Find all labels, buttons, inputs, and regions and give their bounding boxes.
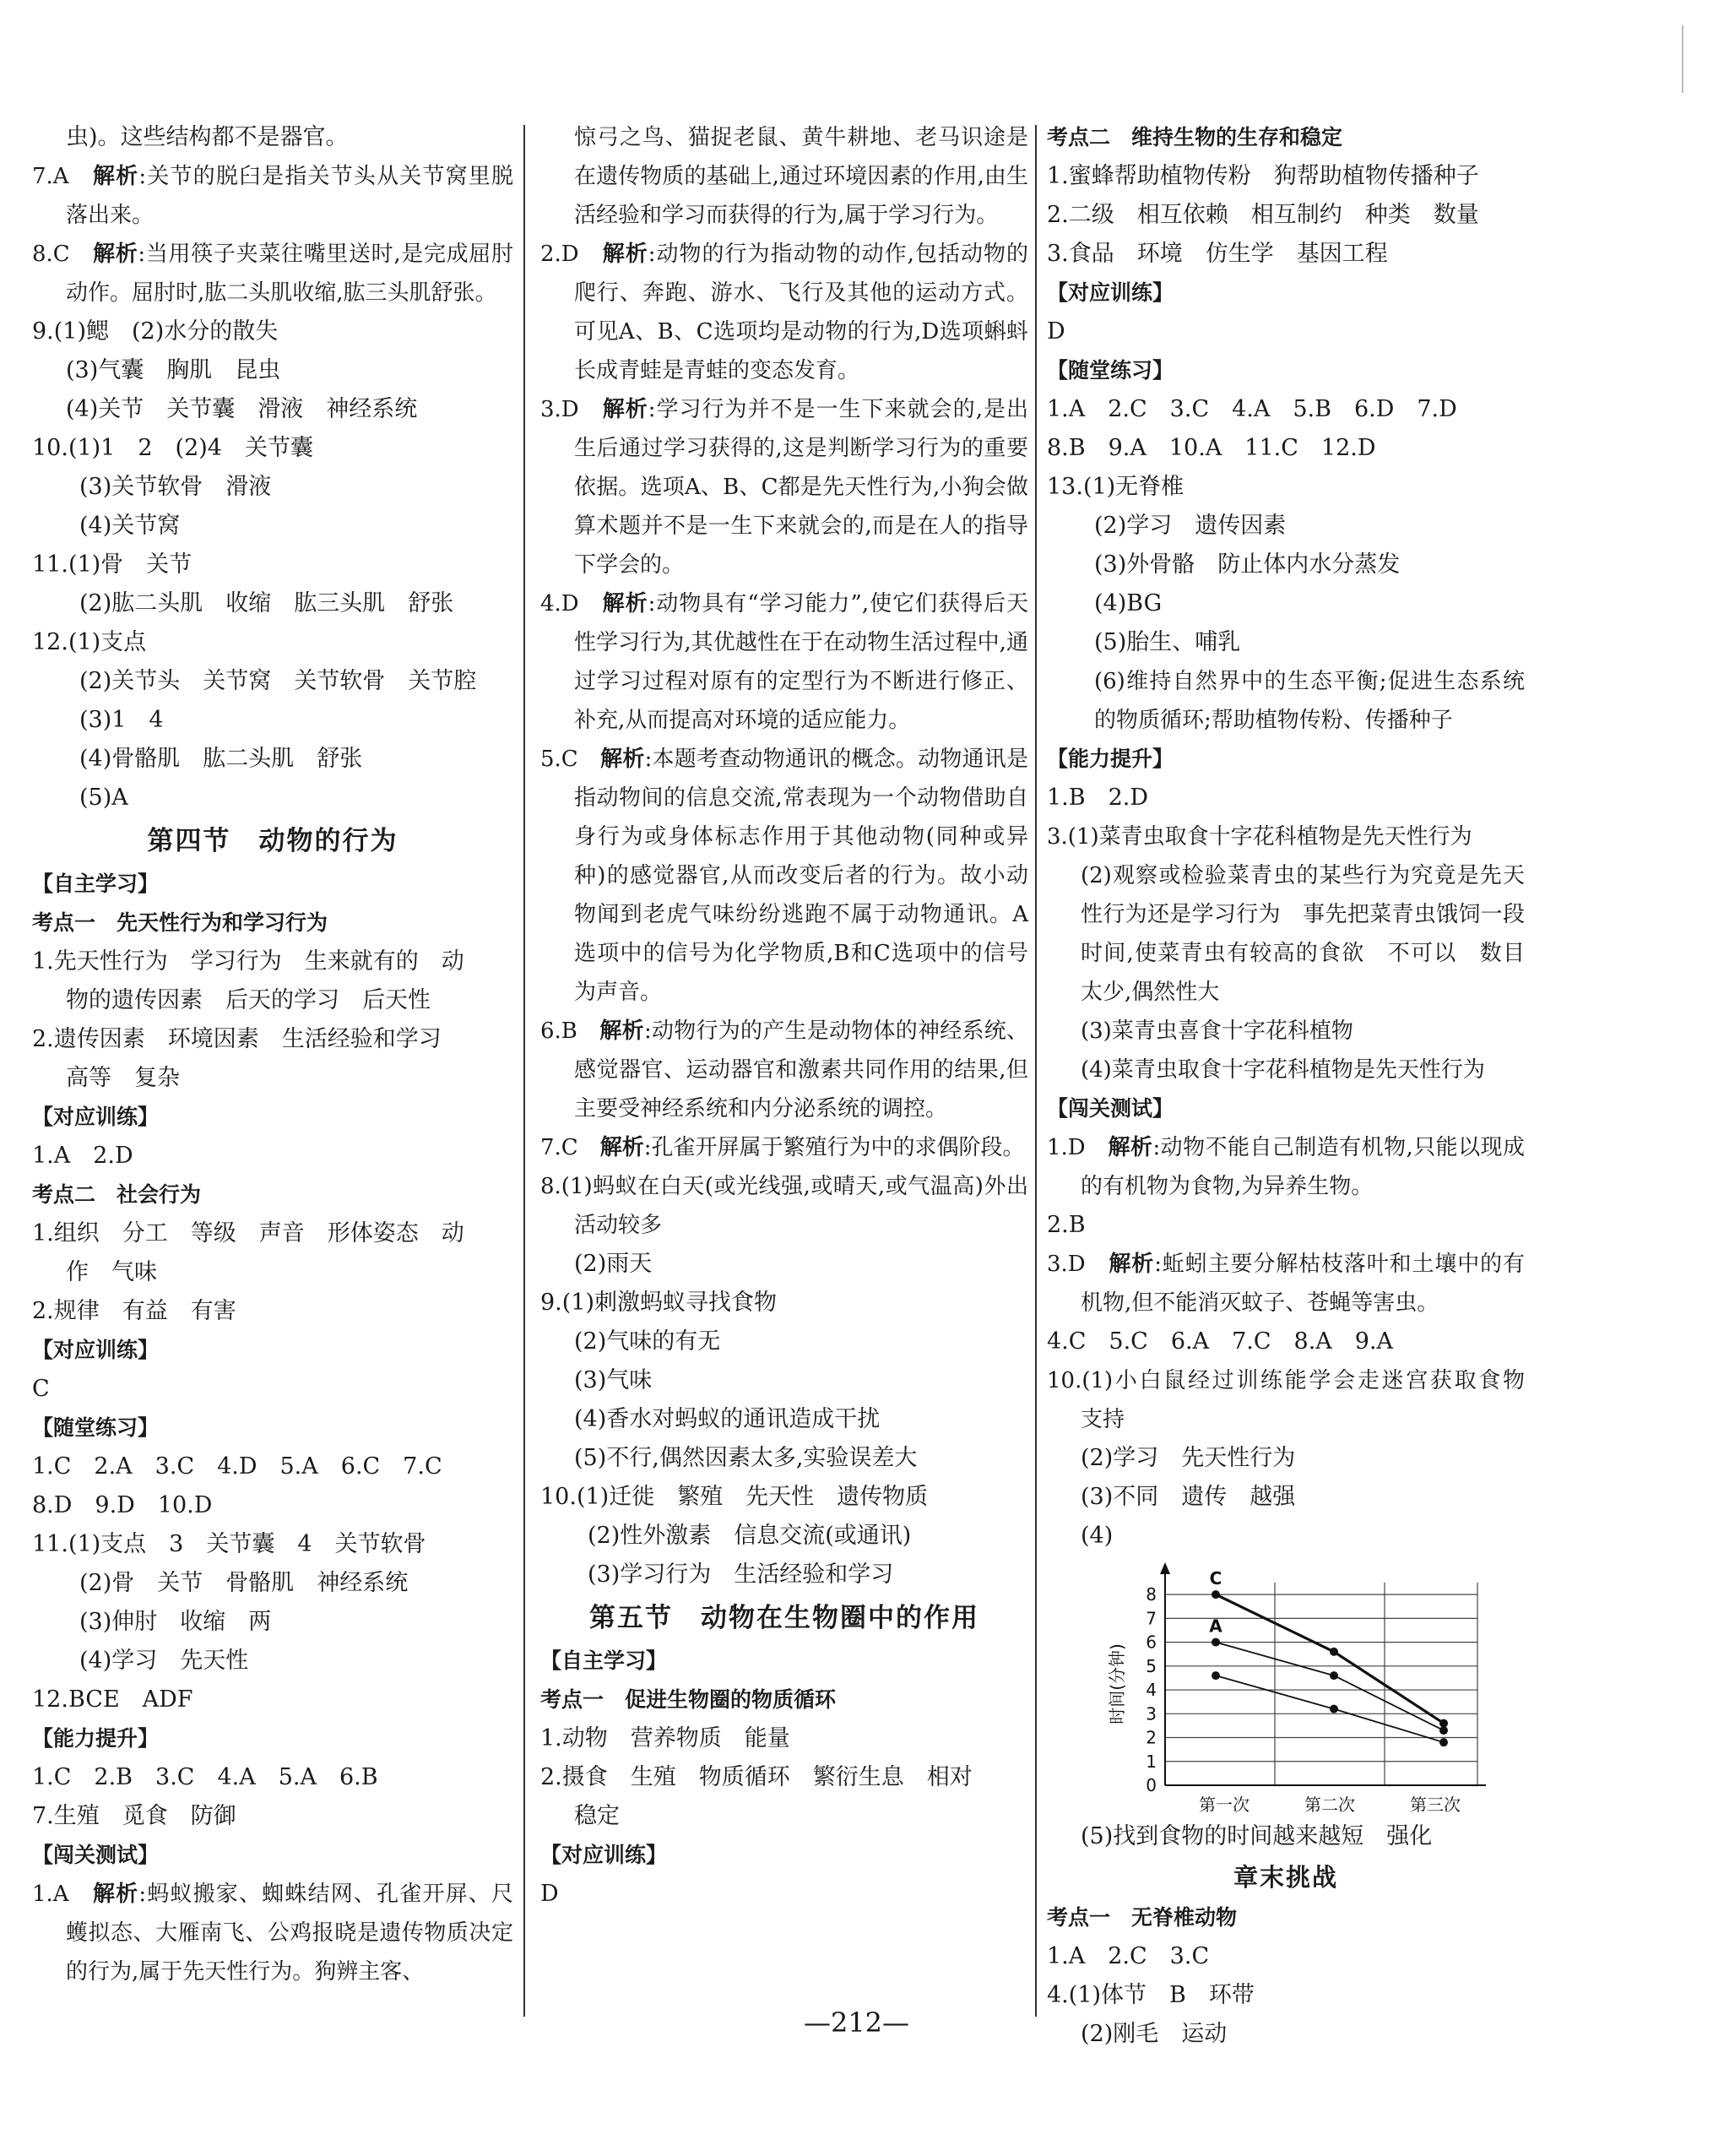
heading-practice: 【对应训练】 — [32, 1105, 160, 1129]
exercise-12: 12.BCE ADF — [32, 1686, 193, 1713]
exercise-line-1: 1.A 2.C 3.C 4.A 5.B 6.D 7.D — [1047, 396, 1457, 422]
x-tick-label: 第三次 — [1410, 1795, 1461, 1815]
answer-12-2: (2)关节头 关节窝 关节软骨 关节腔 — [79, 668, 477, 694]
exercise-line-1: 1.C 2.A 3.C 4.D 5.A 6.C 7.C — [32, 1453, 442, 1480]
exercise-11-1: 11.(1)支点 3 关节囊 4 关节软骨 — [32, 1531, 426, 1557]
answer-12-1: 12.(1)支点 — [32, 629, 147, 655]
kp2-line-1b: 作 气味 — [66, 1259, 157, 1285]
heading-test: 【闯关测试】 — [32, 1843, 160, 1867]
text-line: 虫)。这些结构都不是器官。 — [66, 124, 349, 150]
answer-7: 7.A 解析:关节的脱臼是指关节头从关节窝里脱落出来。 — [32, 164, 513, 228]
heading-practice: 【对应训练】 — [1047, 280, 1174, 305]
kp1-line-1b: 物的遗传因素 后天的学习 后天性 — [66, 987, 431, 1013]
y-tick-label: 2 — [1146, 1727, 1157, 1748]
practice-answers: D — [540, 1881, 559, 1907]
answer-10-3: (3)学习行为 生活经验和学习 — [588, 1561, 894, 1588]
exercise-11-4: (4)学习 先天性 — [79, 1648, 249, 1674]
column-divider — [523, 125, 525, 2017]
answer-5: 5.C 解析:本题考查动物通讯的概念。动物通讯是指动物间的信息交流,常表现为一个动物借助自身行为或身体标志作用于其他动物(同种或异种)的感觉器官,从而改变后者的行为。故小动物闻到老虎气味纷纷逃跑不属于动物通讯。A选项中的信号为化学物质,B和C选项中的信号为声音。 — [540, 747, 1028, 1005]
series-label: C — [1209, 1568, 1222, 1589]
answer-4: 4.D 解析:动物具有“学习能力”,使它们获得后天性学习行为,其优越性在于在动物生活过程中,通过学习过程对原有的定型行为不断进行修正、补充,从而提高对环境的适应能力。 — [540, 591, 1029, 733]
ability-3-4: (4)菜青虫取食十字花科植物是先天性行为 — [1081, 1057, 1485, 1083]
test-answer-10-2: (2)学习 先天性行为 — [1081, 1445, 1296, 1471]
answer-9-5: (5)不行,偶然因素太多,实验误差大 — [574, 1445, 918, 1471]
data-point — [1439, 1738, 1448, 1746]
data-point — [1212, 1671, 1220, 1680]
answer-9-3: (3)气味 — [574, 1367, 653, 1393]
test-answer-3: 3.D 解析:蚯蚓主要分解枯枝落叶和土壤中的有机物,但不能消灭蚊子、苍蝇等害虫。 — [1047, 1252, 1525, 1316]
x-tick-label: 第二次 — [1304, 1795, 1355, 1815]
answer-12-3: (3)1 4 — [79, 707, 164, 733]
answer-9-1: 9.(1)鳃 (2)水分的散失 — [32, 318, 279, 345]
heading-ability: 【能力提升】 — [1047, 747, 1174, 771]
y-axis-label: 时间(分钟) — [1107, 1643, 1127, 1724]
page-edge-mark — [1682, 25, 1683, 93]
exercise-11-2: (2)骨 关节 骨骼肌 神经系统 — [79, 1570, 409, 1596]
data-point — [1330, 1705, 1338, 1713]
kp1-line-2b: 高等 复杂 — [66, 1065, 180, 1091]
ability-line-1: 1.B 2.D — [1047, 785, 1149, 811]
exercise-13-5: (5)胎生、哺乳 — [1094, 629, 1241, 655]
answer-10-1: 10.(1)迁徙 繁殖 先天性 遗传物质 — [540, 1484, 929, 1510]
answer-9-1: 9.(1)刺激蚂蚁寻找食物 — [540, 1290, 778, 1316]
answer-6: 6.B 解析:动物行为的产生是动物体的神经系统、感觉器官、运动器官和激素共同作用的结果,但主要受神经系统和内分泌系统的调控。 — [540, 1018, 1028, 1121]
exercise-13-2: (2)学习 遗传因素 — [1094, 513, 1287, 539]
exercise-line-2: 8.D 9.D 10.D — [32, 1492, 213, 1518]
key-point-2: 考点二 社会行为 — [32, 1182, 202, 1207]
answer-10-3: (3)关节软骨 滑液 — [79, 474, 272, 500]
page-number: —212— — [803, 2007, 910, 2039]
y-tick-label: 8 — [1146, 1584, 1157, 1605]
series-line — [1216, 1643, 1444, 1730]
exercise-13-6: (6)维持自然界中的生态平衡;促进生态系统的物质循环;帮助植物传粉、传播种子 — [1094, 669, 1525, 733]
answer-7: 7.C 解析:孔雀开屏属于繁殖行为中的求偶阶段。 — [540, 1135, 1025, 1160]
exercise-line-2: 8.B 9.A 10.A 11.C 12.D — [1047, 435, 1376, 461]
test-answer-10-3: (3)不同 遗传 越强 — [1081, 1484, 1296, 1510]
answer-8: 8.C 解析:当用筷子夹菜往嘴里送时,是完成屈肘动作。屈肘时,肱二头肌收缩,肱三头肌舒张。 — [32, 242, 513, 306]
data-point — [1212, 1590, 1220, 1599]
heading-class-exercise: 【随堂练习】 — [32, 1415, 160, 1440]
y-tick-label: 0 — [1146, 1775, 1157, 1795]
answer-8-2: (2)雨天 — [574, 1251, 653, 1277]
exercise-13-4: (4)BG — [1094, 590, 1163, 616]
section-title-5: 第五节 动物在生物圈中的作用 — [589, 1603, 979, 1633]
kp2-line-1: 1.蜜蜂帮助植物传粉 狗帮助植物传播种子 — [1047, 163, 1479, 189]
answer-3: 3.D 解析:学习行为并不是一生下来就会的,是出生后通过学习获得的,这是判断学习行为的重要依据。选项A、B、C都是先天性行为,小狗会做算术题并不是一生下来就会的,而是在人的指导下学会的。 — [540, 397, 1028, 578]
column-middle — [540, 118, 1028, 2027]
exercise-11-3: (3)伸肘 收缩 两 — [79, 1609, 272, 1635]
maze-time-chart — [1047, 1556, 1525, 1817]
challenge-line-1: 1.A 2.C 3.C — [1047, 1943, 1210, 1969]
answer-12-4: (4)骨骼肌 肱二头肌 舒张 — [79, 746, 363, 772]
kp1-line-2a: 2.遗传因素 环境因素 生活经验和学习 — [32, 1026, 442, 1052]
heading-test: 【闯关测试】 — [1047, 1096, 1174, 1121]
answer-10-4: (4)关节窝 — [79, 513, 181, 539]
answer-2: 2.D 解析:动物的行为指动物的动作,包括动物的爬行、奔跑、游水、飞行及其他的运动方式。可见A、B、C选项均是动物的行为,D选项蝌蚪长成青蛙是青蛙的变态发育。 — [540, 242, 1028, 383]
y-tick-label: 5 — [1146, 1655, 1157, 1676]
exercise-13-3: (3)外骨骼 防止体内水分蒸发 — [1094, 551, 1401, 578]
test-answer-10-4: (4) — [1081, 1523, 1114, 1549]
heading-self-study: 【自主学习】 — [540, 1648, 668, 1673]
data-point — [1212, 1638, 1220, 1647]
column-left — [32, 118, 513, 2027]
answer-9-2: (2)气味的有无 — [574, 1328, 721, 1355]
test-answer-4-9: 4.C 5.C 6.A 7.C 8.A 9.A — [1047, 1328, 1394, 1355]
y-tick-label: 7 — [1146, 1608, 1157, 1629]
test-answer-1: 1.D 解析:动物不能自己制造有机物,只能以现成的有机物为食物,为异养生物。 — [1047, 1135, 1525, 1199]
answer-8-1: 8.(1)蚂蚁在白天(或光线强,或晴天,或气温高)外出活动较多 — [540, 1174, 1028, 1238]
series-line — [1216, 1594, 1444, 1723]
answer-11-2: (2)肱二头肌 收缩 肱三头肌 舒张 — [79, 590, 454, 616]
heading-practice: 【对应训练】 — [32, 1338, 160, 1362]
heading-class-exercise: 【随堂练习】 — [1047, 358, 1174, 383]
test-answer-10-1: 10.(1)小白鼠经过训练能学会走迷宫获取食物 支持 — [1047, 1368, 1548, 1432]
kp2-line-3: 3.食品 环境 仿生学 基因工程 — [1047, 241, 1388, 267]
heading-ability: 【能力提升】 — [32, 1726, 160, 1751]
column-right — [1047, 118, 1548, 2047]
kp1-line-2a: 2.摄食 生殖 物质循环 繁衍生息 相对 — [540, 1764, 973, 1790]
key-point-1: 考点一 促进生物圈的物质循环 — [540, 1687, 837, 1712]
answer-12-5: (5)A — [79, 785, 128, 811]
chapter-challenge-title: 章末挑战 — [1233, 1863, 1338, 1892]
ability-3-3: (3)菜青虫喜食十字花科植物 — [1081, 1018, 1353, 1044]
challenge-4-2: (2)刚毛 运动 — [1081, 2021, 1228, 2047]
section-title-4: 第四节 动物的行为 — [147, 826, 398, 856]
kp2-line-1a: 1.组织 分工 等级 声音 形体姿态 动 — [32, 1220, 464, 1246]
answer-9-4: (4)香水对蚂蚁的通讯造成干扰 — [574, 1406, 881, 1432]
answer-10-2: (2)性外激素 信息交流(或通讯) — [588, 1523, 912, 1549]
x-tick-label: 第一次 — [1199, 1795, 1250, 1815]
test-answer-1: 1.A 解析:蚂蚁搬家、蜘蛛结网、孔雀开屏、尺蠖拟态、大雁南飞、公鸡报晓是遗传物质决定的行为,属于先天性行为。狗辨主客、 — [32, 1882, 513, 1985]
key-point-1: 考点一 先天性行为和学习行为 — [32, 910, 328, 935]
kp2-line-2: 2.规律 有益 有害 — [32, 1298, 236, 1324]
kp1-line-1a: 1.先天性行为 学习行为 生来就有的 动 — [32, 948, 464, 975]
heading-practice: 【对应训练】 — [540, 1843, 668, 1867]
y-tick-label: 6 — [1146, 1632, 1157, 1653]
data-point — [1439, 1726, 1448, 1735]
answer-10-1: 10.(1)1 2 (2)4 关节囊 — [32, 435, 313, 461]
y-axis-arrow — [1160, 1562, 1170, 1574]
column-divider — [1035, 125, 1037, 2017]
exercise-13-1: 13.(1)无脊椎 — [1047, 474, 1184, 500]
test-answer-10-5: (5)找到食物的时间越来越短 强化 — [1081, 1823, 1433, 1849]
answer-11-1: 11.(1)骨 关节 — [32, 551, 192, 578]
answer-9-4: (4)关节 关节囊 滑液 神经系统 — [66, 396, 418, 422]
y-tick-label: 4 — [1146, 1680, 1157, 1701]
line-chart-svg — [1047, 1556, 1525, 1817]
kp1-line-2b: 稳定 — [574, 1803, 620, 1829]
data-point — [1330, 1671, 1338, 1680]
series-label: A — [1209, 1616, 1222, 1637]
y-tick-label: 1 — [1146, 1751, 1157, 1772]
practice-answers: D — [1047, 318, 1065, 345]
test-answer-2: 2.B — [1047, 1212, 1086, 1238]
practice-answers: 1.A 2.D — [32, 1143, 133, 1169]
kp1-line-1: 1.动物 营养物质 能量 — [540, 1725, 790, 1751]
practice-answers: C — [32, 1376, 50, 1402]
ability-3-2: (2)观察或检验菜青虫的某些行为究竟是先天性行为还是学习行为 事先把菜青虫饿饲一段时间,使菜青虫有较高的食欲 不可以 数目太少,偶然性大 — [1081, 863, 1525, 1005]
answer-9-3: (3)气囊 胸肌 昆虫 — [66, 357, 281, 383]
kp2-line-2: 2.二级 相互依赖 相互制约 种类 数量 — [1047, 202, 1479, 228]
key-point-2: 考点二 维持生物的生存和稳定 — [1047, 125, 1343, 149]
heading-self-study: 【自主学习】 — [32, 872, 160, 896]
data-point — [1330, 1648, 1338, 1656]
ability-line-2: 7.生殖 觅食 防御 — [32, 1803, 236, 1829]
challenge-4-1: 4.(1)体节 B 环带 — [1047, 1982, 1255, 2008]
key-point-invertebrates: 考点一 无脊椎动物 — [1047, 1905, 1238, 1930]
ability-line-1: 1.C 2.B 3.C 4.A 5.A 6.B — [32, 1764, 378, 1790]
ability-3-1: 3.(1)菜青虫取食十字花科植物是先天性行为 — [1047, 824, 1472, 850]
continued-paragraph: 惊弓之鸟、猫捉老鼠、黄牛耕地、老马识途是在遗传物质的基础上,通过环境因素的作用,由生活经验和学习而获得的行为,属于学习行为。 — [574, 125, 1028, 228]
y-tick-label: 3 — [1146, 1703, 1157, 1724]
